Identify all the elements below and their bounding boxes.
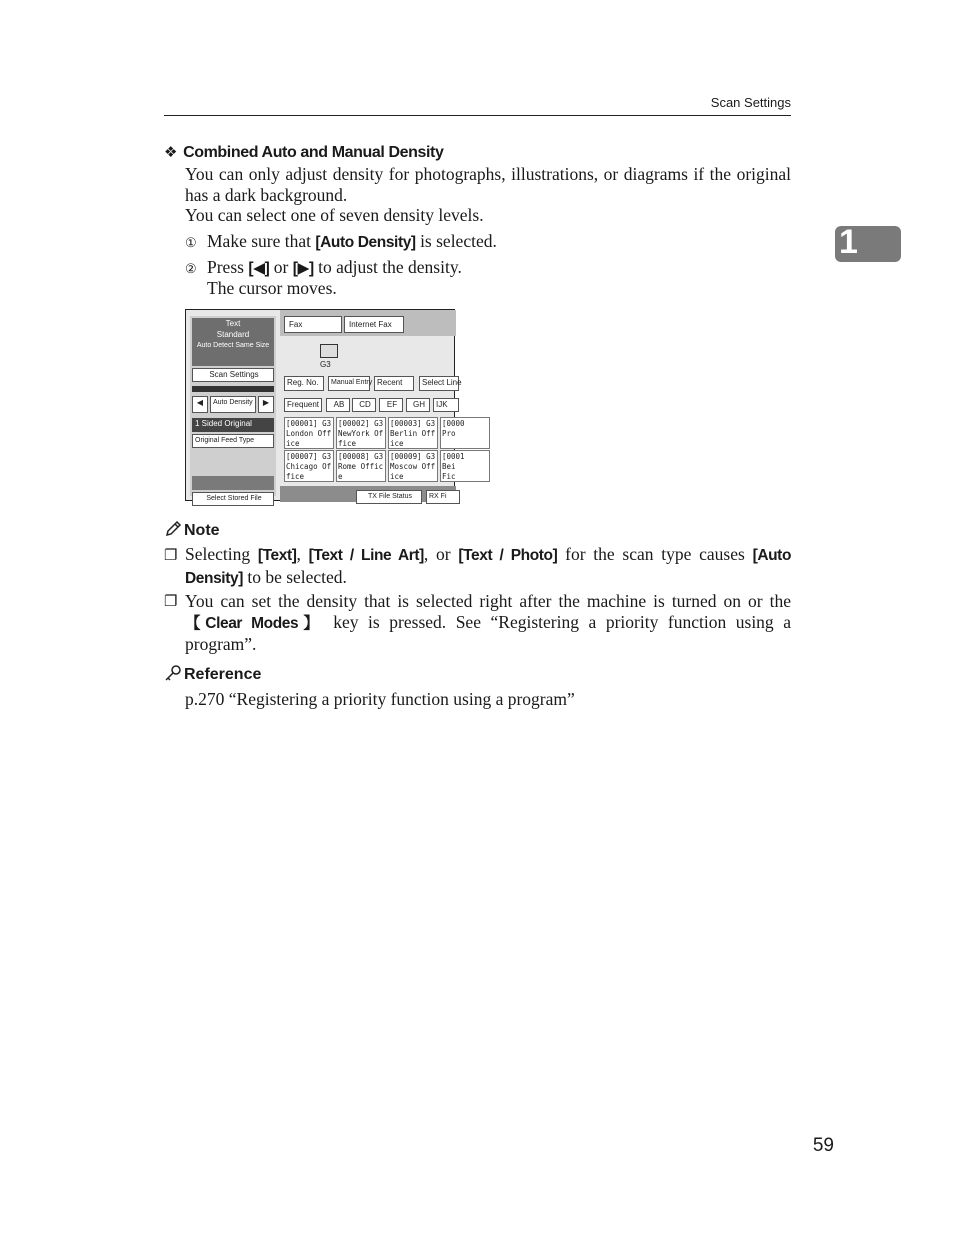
line-g3-label: G3 [320,360,331,369]
original-feed-type-button[interactable]: Original Feed Type [192,434,274,448]
destination-key[interactable]: [00003] G3 Berlin Off ice [388,417,438,449]
section-paragraph-2: You can select one of seven density levels. [185,205,484,225]
tx-file-status-button[interactable]: TX File Status [356,490,422,504]
step-2-key-right: [▶] [292,260,314,277]
destination-key[interactable]: [0001 Bei Fic [440,450,490,482]
scan-type-line-3: Auto Detect Same Size [196,342,270,349]
section-heading [164,143,443,162]
rx-file-button[interactable]: RX Fi [426,490,460,504]
running-header: Scan Settings [710,95,791,110]
note-1-text: for the scan type causes [557,544,753,564]
index-tab-ijk[interactable]: IJK [433,398,459,412]
step-1-post: is selected. [415,231,497,251]
note-2-text: You can set the density that is selected right after the machine is turned on or the [185,591,791,611]
step-2-post: to adjust the density. [313,257,462,277]
chapter-number: 1 [839,223,858,261]
manual-entry-button[interactable]: Manual Entry [328,376,370,391]
fax-machine-icon [320,344,338,358]
select-line-button[interactable]: Select Line [419,376,459,391]
index-tab-gh[interactable]: GH [406,398,430,412]
note-heading [164,520,220,540]
step-2 [185,257,462,280]
tab-fax[interactable]: Fax [284,316,342,333]
note-1-key-text-line-art: [Text / Line Art] [308,547,424,564]
destination-key[interactable]: [00008] G3 Rome Offic e [336,450,386,482]
left-bottom-band [192,476,274,490]
note-item-1 [185,544,791,589]
density-left-arrow-button[interactable]: ◀ [192,396,208,413]
note-1-text: Selecting [185,544,258,564]
checkbox-bullet-icon: ❐ [164,548,178,564]
note-heading-text: Note [184,522,220,539]
page-number: 59 [812,1135,834,1156]
scan-type-display [192,318,274,366]
destination-key[interactable]: [00002] G3 NewYork Of fice [336,417,386,449]
scan-type-line-2: Standard [216,330,250,339]
pencil-icon [164,520,182,538]
destination-key[interactable]: [00001] G3 London Off ice [284,417,334,449]
index-tab-frequent[interactable]: Frequent [284,398,322,412]
destination-key[interactable]: [00007] G3 Chicago Of fice [284,450,334,482]
step-2-key-left: [◀] [248,260,270,277]
index-tab-ab[interactable]: AB [326,398,350,412]
auto-density-button[interactable]: Auto Density [210,396,256,413]
note-2-text: key is pressed. See “Registering a priority function using a program”. [185,611,792,654]
step-2-number: ② [185,261,197,276]
scan-type-line-1: Text [225,319,241,328]
reference-text: p.270 “Registering a priority function using a program” [185,689,575,709]
density-scale [192,386,274,392]
section-heading-text: Combined Auto and Manual Density [183,144,444,161]
sided-original-button[interactable]: 1 Sided Original [192,418,274,432]
note-1-key-auto-density: [Auto Density] [185,547,792,587]
step-2-sub: The cursor moves. [207,278,337,298]
note-1-text: , [296,544,309,564]
section-paragraph-1: You can only adjust density for photographs, illustrations, or diagrams if the original has a dark background. [185,164,791,205]
device-screenshot [185,309,465,502]
reference-heading [164,664,261,684]
note-2-key-clear-modes: 【Clear Modes】 [185,614,324,632]
select-stored-file-button[interactable]: Select Stored File [192,492,274,506]
note-1-key-text: [Text] [257,547,297,564]
step-1-number: ① [185,235,197,250]
recent-button[interactable]: Recent [374,376,414,391]
note-1-text: to be selected. [242,566,347,587]
checkbox-bullet-icon: ❐ [164,594,178,610]
step-2-mid: or [269,257,293,277]
destination-key[interactable]: [0000 Pro [440,417,490,449]
diamond-bullet-icon: ❖ [164,144,178,161]
step-2-pre: Press [207,257,249,277]
reg-no-button[interactable]: Reg. No. [284,376,324,391]
step-1 [185,231,497,254]
reference-heading-text: Reference [184,666,262,683]
index-tab-ef[interactable]: EF [379,398,403,412]
scan-settings-button[interactable]: Scan Settings [192,368,274,382]
note-1-key-text-photo: [Text / Photo] [458,547,558,564]
density-right-arrow-button[interactable]: ▶ [258,396,274,413]
note-item-2 [185,591,791,655]
header-rule [164,115,791,116]
step-1-pre: Make sure that [207,231,316,251]
chapter-tab [835,223,901,262]
step-1-key: [Auto Density] [315,234,416,251]
note-1-text: , or [423,544,459,564]
tab-internet-fax[interactable]: Internet Fax [344,316,404,333]
index-tab-cd[interactable]: CD [352,398,376,412]
destination-key[interactable]: [00009] G3 Moscow Off ice [388,450,438,482]
key-icon [164,664,182,682]
